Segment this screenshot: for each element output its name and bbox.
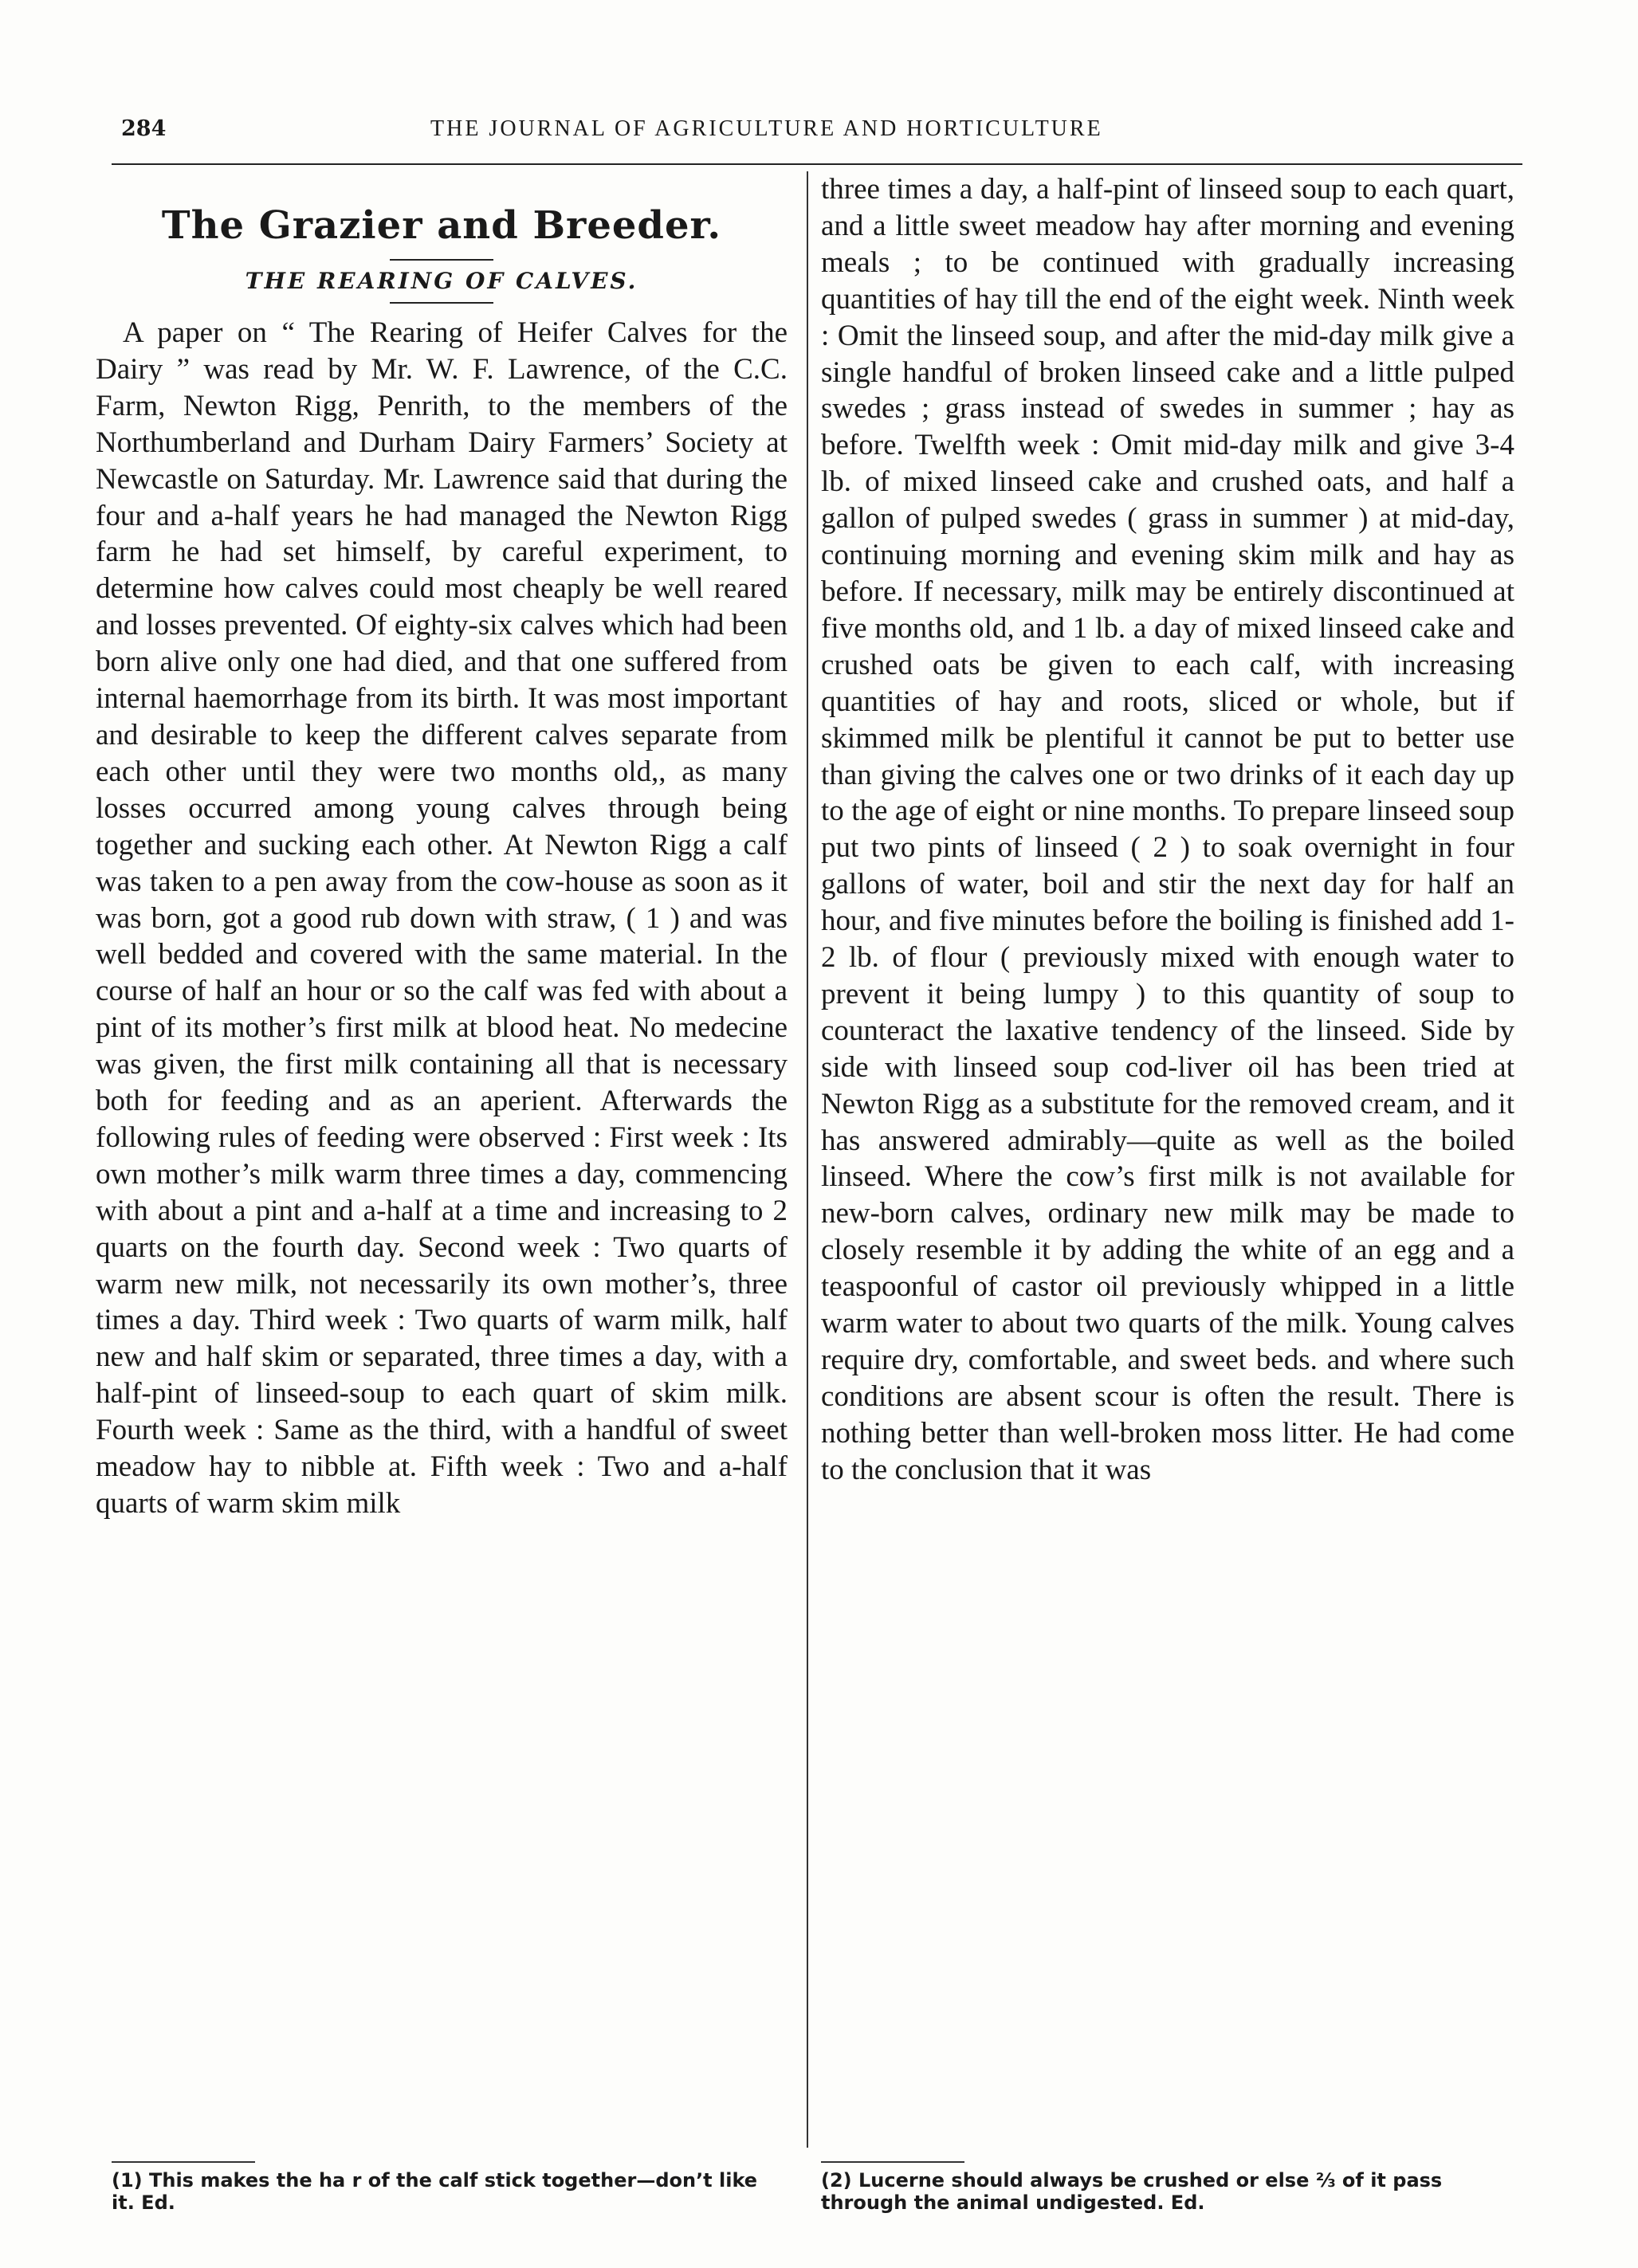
title-rule bbox=[390, 259, 493, 261]
left-footnote-rule bbox=[112, 2161, 255, 2163]
page-number: 284 bbox=[121, 116, 167, 141]
article-title-rule bbox=[390, 302, 493, 304]
left-column-text: A paper on “ The Rearing of Heifer Calves for the Dairy ” was read by Mr. W. F. Lawrence, of the C.C. Farm, Newton Rigg, Penrith, to the members of the Northumberland and Durham Dairy Farmers’ Society at Newcastle on Saturday. Mr. Lawrence said that during the four and a-half years he had managed the Newton Rigg farm he had set himself, by careful experiment, to determine how calves could most cheaply be well reared and losses prevented. Of eighty-six calves which had been born alive only one had died, and that one suffered from internal haemorrhage from its birth. It was most important and desirable to keep the different calves separate from each other until they were two months old,, as many losses occurred among young calves through being together and sucking each other. At Newton Rigg a calf was taken to a pen away from the cow-house as soon as it was born, got a good rub down with straw, ( 1 ) and was well bedded and covered with the same material. In the course of half an hour or so the calf was fed with about a pint of its mother’s first milk at blood heat. No medecine was given, the first milk containing all that is necessary both for feeding and as an aperient. Afterwards the following rules of feeding were observed : First week : Its own mother’s milk warm three times a day, commencing with about a pint and a-half at a time and increasing to 2 quarts on the fourth day. Second week : Two quarts of warm new milk, not necessarily its own mother’s, three times a day. Third week : Two quarts of warm milk, half new and half skim or separated, three times a day, with a half-pint of linseed-soup to each quart of skim milk. Fourth week : Same as the third, with a handful of sweet meadow hay to nibble at. Fifth week : Two and a-half quarts of warm skim milk bbox=[96, 316, 788, 1520]
journal-title: THE JOURNAL OF AGRICULTURE AND HORTICULTURE bbox=[430, 116, 1103, 141]
section-title: The Grazier and Breeder. bbox=[161, 203, 722, 248]
right-column bbox=[821, 171, 1514, 1489]
header-rule bbox=[112, 163, 1522, 165]
left-footnote: (1) This makes the ha r of the calf stick together—don’t like it. Ed. bbox=[112, 2169, 758, 2214]
page-header bbox=[112, 112, 1522, 159]
article-title: THE REARING OF CALVES. bbox=[245, 268, 638, 294]
right-footnote-rule bbox=[821, 2161, 964, 2163]
column-divider bbox=[807, 171, 808, 2148]
right-column-text: three times a day, a half-pint of linseed soup to each quart, and a little sweet meadow hay after morning and evening meals ; to be continued with gradually increasing quantities of hay till the end of the eight week. Ninth week : Omit the linseed soup, and after the mid-day milk give a single handful of broken linseed cake and a little pulped swedes ; grass instead of swedes in summer ; hay as before. Twelfth week : Omit mid-day milk and give 3-4 lb. of mixed linseed cake and crushed oats, and half a gallon of pulped swedes ( grass in summer ) at mid-day, continuing morning and evening skim milk and hay as before. If necessary, milk may be entirely discontinued at five months old, and 1 lb. a day of mixed linseed cake and crushed oats be given to each calf, with increasing quantities of hay and roots, sliced or whole, but if skimmed milk be plentiful it cannot be put to better use than giving the calves one or two drinks of it each day up to the age of eight or nine months. To prepare linseed soup put two pints of linseed ( 2 ) to soak overnight in four gallons of water, boil and stir the next day for half an hour, and five minutes before the boiling is finished add 1-2 lb. of flour ( previously mixed with enough water to prevent it being lumpy ) to this quantity of soup to counteract the laxative tendency of the linseed. Side by side with linseed soup cod-liver oil has been tried at Newton Rigg as a substitute for the removed cream, and it has answered admirably—quite as well as the boiled linseed. Where the cow’s first milk is not available for new-born calves, ordinary new milk may be made to closely resemble it by adding the white of an egg and a teaspoonful of castor oil previously whipped in a little warm water to about two quarts of the milk. Young calves require dry, comfortable, and sweet beds. and where such conditions are absent scour is often the result. There is nothing better than well-broken moss litter. He had come to the conclusion that it was bbox=[821, 173, 1514, 1486]
left-column bbox=[96, 171, 788, 1522]
right-footnote: (2) Lucerne should always be crushed or else ⅔ of it pass through the animal undigested. Ed. bbox=[821, 2169, 1443, 2214]
